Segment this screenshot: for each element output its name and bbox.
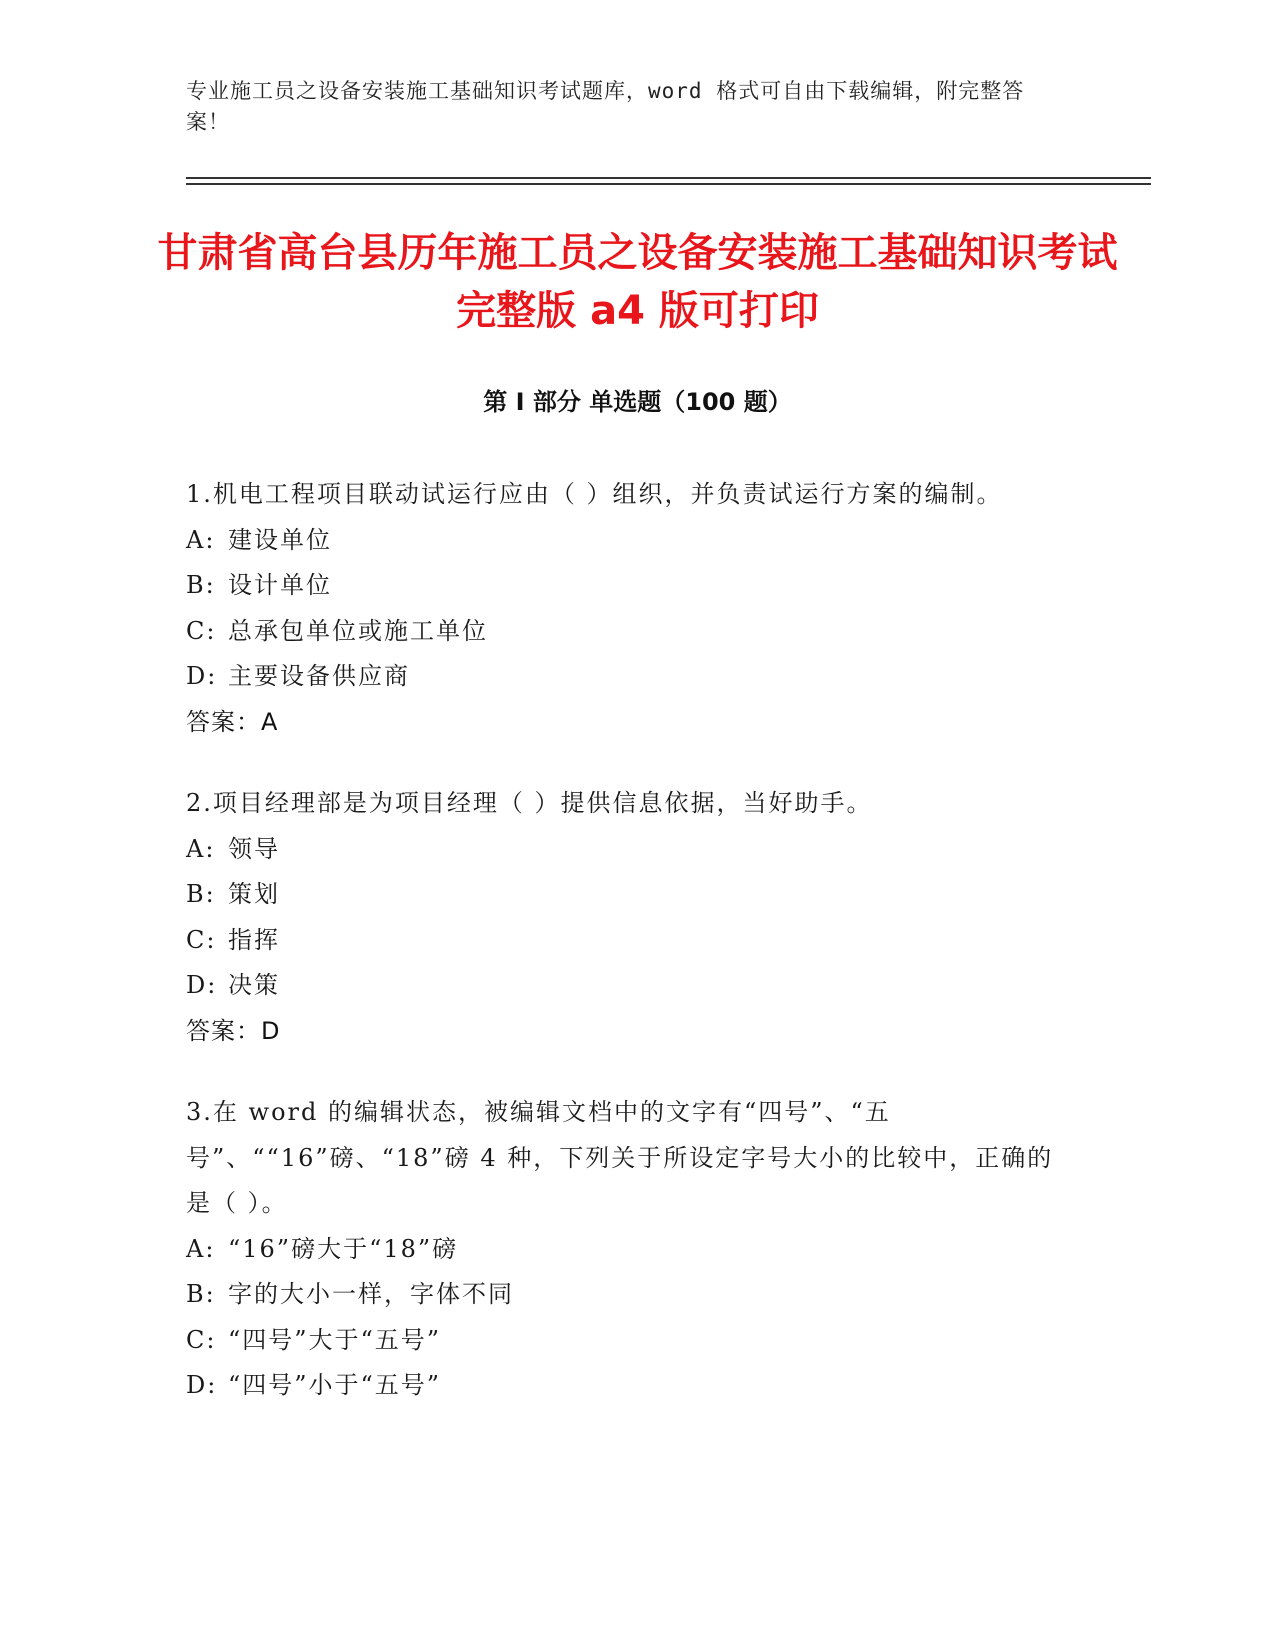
option-letter: D: bbox=[186, 662, 218, 690]
option-letter: B: bbox=[186, 880, 216, 908]
option-text: “四号”大于“五号” bbox=[228, 1325, 442, 1354]
question-2-stem: 2.项目经理部是为项目经理（ ）提供信息依据，当好助手。 bbox=[186, 789, 873, 817]
option-letter: D: bbox=[186, 971, 218, 999]
question-1-option-d bbox=[186, 654, 1066, 700]
question-2-answer: 答案：D bbox=[186, 1016, 281, 1045]
question-2-option-b bbox=[186, 872, 1066, 918]
option-text: “16”磅大于“18”磅 bbox=[228, 1234, 459, 1263]
header-divider-bottom bbox=[186, 183, 1151, 185]
question-3-option-b bbox=[186, 1272, 1066, 1318]
option-text: 主要设备供应商 bbox=[228, 662, 410, 690]
option-text: 字的大小一样，字体不同 bbox=[228, 1280, 514, 1308]
option-text: 决策 bbox=[228, 971, 280, 999]
question-2 bbox=[186, 781, 1066, 1054]
option-letter: A: bbox=[186, 1234, 216, 1263]
question-3-option-c bbox=[186, 1318, 1066, 1364]
option-letter: B: bbox=[186, 571, 216, 599]
question-2-option-c bbox=[186, 918, 1066, 964]
option-text: 设计单位 bbox=[228, 571, 332, 599]
question-1-option-c bbox=[186, 609, 1066, 655]
question-3-option-d bbox=[186, 1363, 1066, 1409]
document-title: 甘肃省高台县历年施工员之设备安装施工基础知识考试完整版 a4 版可打印 bbox=[157, 230, 1118, 334]
question-3 bbox=[186, 1090, 1066, 1409]
option-letter: C: bbox=[186, 1325, 217, 1354]
question-1-answer: 答案：A bbox=[186, 707, 279, 736]
option-letter: A: bbox=[186, 525, 216, 554]
question-3-stem: 3.在 word 的编辑状态，被编辑文档中的文字有“四号”、“五号”、““16”磅、“18”磅 4 种，下列关于所设定字号大小的比较中，正确的是（ ）。 bbox=[186, 1098, 1054, 1217]
option-letter: A: bbox=[186, 834, 216, 863]
question-1-option-a bbox=[186, 518, 1066, 564]
question-2-option-a bbox=[186, 827, 1066, 873]
option-text: 策划 bbox=[228, 880, 280, 908]
question-1 bbox=[186, 472, 1066, 745]
question-1-option-b bbox=[186, 563, 1066, 609]
header-divider-top bbox=[186, 177, 1151, 179]
question-1-stem: 1.机电工程项目联动试运行应由（ ）组织，并负责试运行方案的编制。 bbox=[186, 480, 1003, 508]
option-letter: B: bbox=[186, 1280, 216, 1308]
option-text: 指挥 bbox=[228, 925, 280, 954]
option-text: “四号”小于“五号” bbox=[228, 1371, 442, 1399]
option-letter: D: bbox=[186, 1371, 218, 1399]
question-3-option-a bbox=[186, 1227, 1066, 1273]
option-text: 建设单位 bbox=[228, 525, 332, 554]
question-list bbox=[186, 472, 1066, 1445]
option-text: 领导 bbox=[228, 834, 280, 863]
header-note: 专业施工员之设备安装施工基础知识考试题库，word 格式可自由下载编辑，附完整答案！ bbox=[186, 79, 1025, 134]
option-text: 总承包单位或施工单位 bbox=[228, 616, 488, 645]
question-2-option-d bbox=[186, 963, 1066, 1009]
section-heading: 第 I 部分 单选题（100 题） bbox=[483, 388, 792, 416]
option-letter: C: bbox=[186, 616, 217, 645]
option-letter: C: bbox=[186, 925, 217, 954]
